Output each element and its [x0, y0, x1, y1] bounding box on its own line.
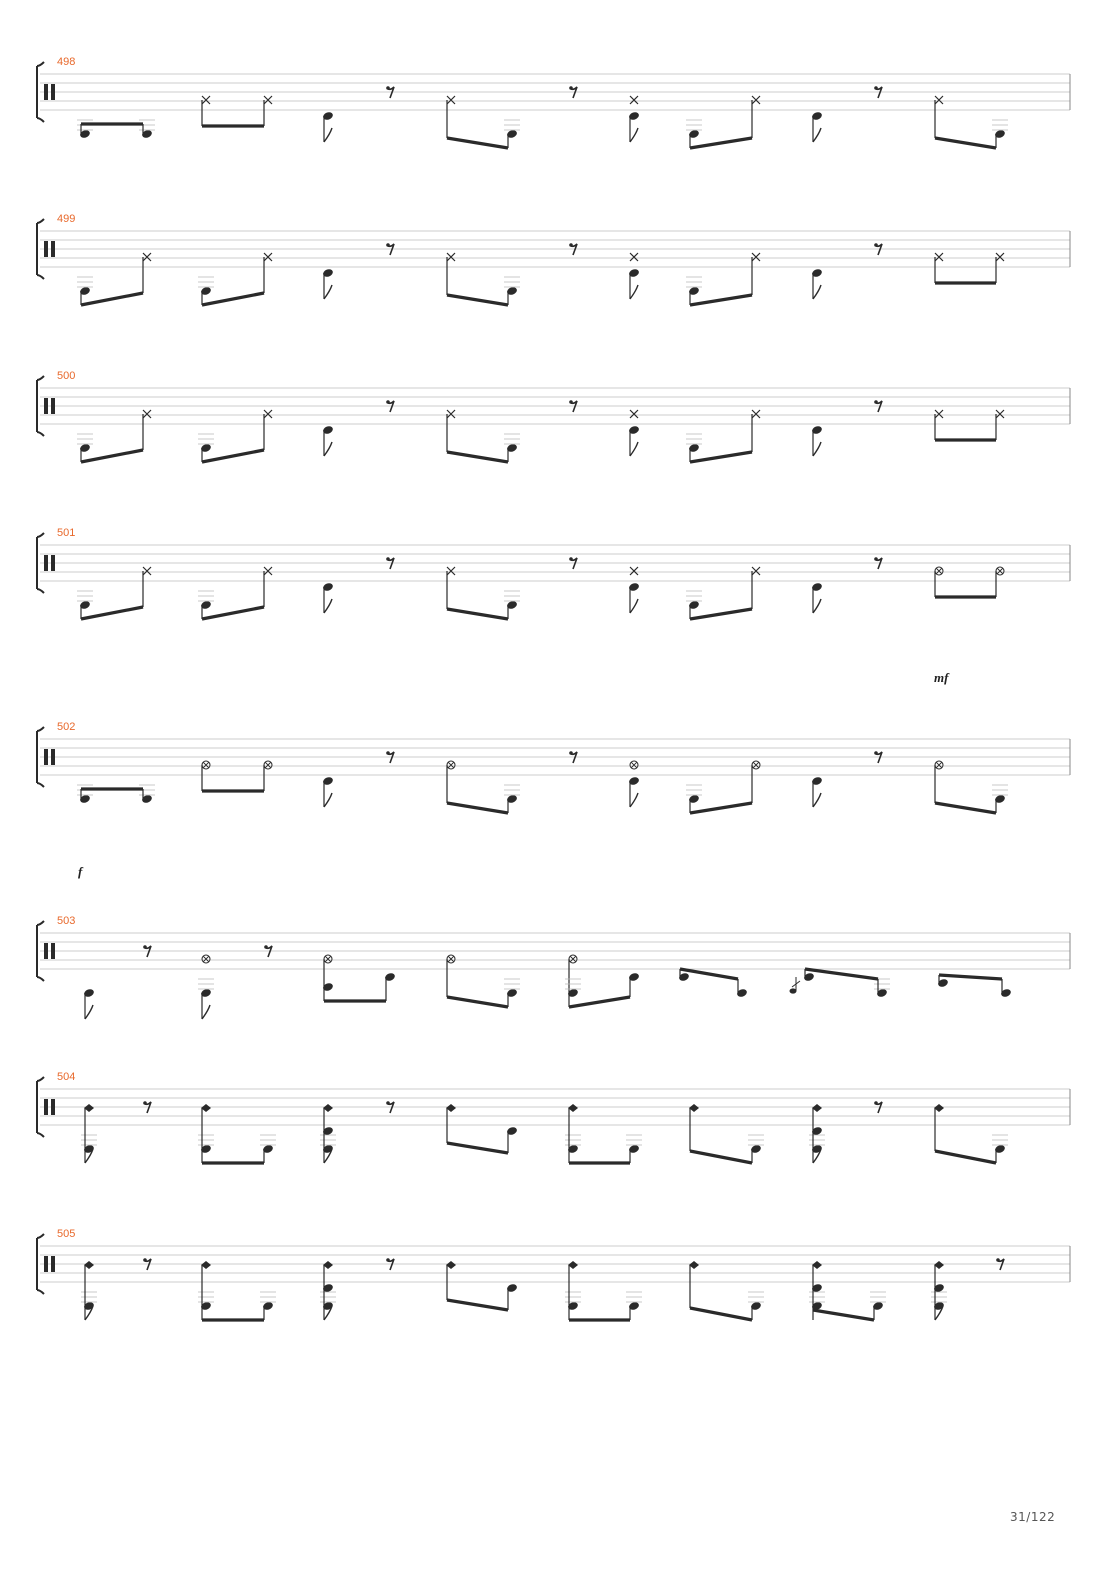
cymbal-x-notehead — [630, 96, 638, 104]
percussion-clef — [44, 398, 48, 414]
percussion-clef — [44, 241, 48, 257]
note-beam — [447, 803, 508, 813]
cymbal-x-notehead — [447, 96, 455, 104]
eighth-rest — [874, 86, 878, 90]
percussion-clef — [44, 84, 48, 100]
eighth-rest — [569, 243, 573, 247]
note-flag — [324, 599, 332, 613]
note-beam — [447, 452, 508, 462]
system — [37, 915, 1070, 1019]
system — [37, 1228, 1070, 1320]
note-beam — [690, 138, 752, 148]
dynamic-marking: mf — [934, 670, 949, 685]
note-beam — [447, 295, 508, 305]
cymbal-x-notehead — [202, 96, 210, 104]
eighth-rest — [569, 557, 573, 561]
eighth-rest — [874, 1101, 878, 1105]
dynamic-marking: f — [78, 864, 83, 879]
system — [37, 721, 1070, 813]
cymbal-x-notehead — [143, 410, 151, 418]
cymbal-x-notehead — [752, 410, 760, 418]
percussion-clef — [44, 555, 48, 571]
cymbal-x-notehead — [143, 253, 151, 261]
note-beam — [202, 293, 264, 305]
note-flag — [324, 128, 332, 142]
note-beam — [935, 138, 996, 148]
measure-number: 504 — [57, 1071, 76, 1083]
note-flag — [813, 599, 821, 613]
percussion-clef — [51, 1256, 55, 1272]
cymbal-x-notehead — [447, 253, 455, 261]
percussion-clef — [51, 241, 55, 257]
note-beam — [81, 293, 143, 305]
note-flag — [202, 1005, 210, 1019]
note-beam — [690, 1308, 752, 1320]
system — [37, 1071, 1070, 1163]
eighth-rest — [386, 1258, 390, 1262]
eighth-rest — [386, 751, 390, 755]
note-beam — [447, 1300, 508, 1310]
note-beam — [690, 609, 752, 619]
note-beam — [202, 607, 264, 619]
note-beam — [690, 803, 752, 813]
measure-number: 503 — [57, 915, 76, 927]
cymbal-x-notehead — [752, 567, 760, 575]
cymbal-x-notehead — [630, 410, 638, 418]
measure-number: 502 — [57, 721, 76, 733]
crash-notehead — [448, 762, 454, 768]
crash-notehead — [570, 956, 576, 962]
note-beam — [690, 452, 752, 462]
eighth-rest — [874, 557, 878, 561]
eighth-rest — [143, 1258, 147, 1262]
note-beam — [690, 295, 752, 305]
crash-notehead — [753, 762, 759, 768]
note-flag — [630, 793, 638, 807]
system — [37, 370, 1070, 462]
cymbal-x-notehead — [447, 567, 455, 575]
system — [37, 213, 1070, 305]
system — [37, 56, 1070, 148]
note-beam — [202, 450, 264, 462]
percussion-clef — [51, 398, 55, 414]
note-beam — [690, 1151, 752, 1163]
note-beam — [447, 609, 508, 619]
system — [37, 527, 1070, 619]
note-flag — [813, 285, 821, 299]
measure-number: 499 — [57, 213, 76, 225]
percussion-clef — [44, 1099, 48, 1115]
cymbal-x-notehead — [935, 410, 943, 418]
eighth-rest — [569, 86, 573, 90]
note-flag — [630, 442, 638, 456]
note-beam — [939, 975, 1002, 979]
note-flag — [324, 285, 332, 299]
cymbal-x-notehead — [996, 410, 1004, 418]
cymbal-x-notehead — [752, 253, 760, 261]
cymbal-x-notehead — [935, 253, 943, 261]
crash-notehead — [203, 762, 209, 768]
cymbal-x-notehead — [264, 96, 272, 104]
crash-notehead — [936, 762, 942, 768]
note-flag — [630, 599, 638, 613]
note-beam — [805, 969, 878, 979]
note-flag — [324, 793, 332, 807]
eighth-rest — [874, 243, 878, 247]
note-beam — [81, 450, 143, 462]
crash-notehead — [448, 956, 454, 962]
eighth-rest — [996, 1258, 1000, 1262]
percussion-clef — [51, 1099, 55, 1115]
grace-notehead — [790, 988, 797, 993]
note-beam — [569, 997, 630, 1007]
measure-number: 501 — [57, 527, 76, 539]
percussion-clef — [51, 84, 55, 100]
note-flag — [813, 442, 821, 456]
note-beam — [935, 803, 996, 813]
note-beam — [813, 1310, 874, 1320]
note-flag — [813, 128, 821, 142]
cymbal-x-notehead — [143, 567, 151, 575]
page-number: 31/122 — [1010, 1510, 1056, 1524]
cymbal-x-notehead — [935, 96, 943, 104]
eighth-rest — [874, 400, 878, 404]
percussion-clef — [51, 555, 55, 571]
eighth-rest — [386, 1101, 390, 1105]
crash-notehead — [997, 568, 1003, 574]
note-flag — [85, 1005, 93, 1019]
eighth-rest — [386, 557, 390, 561]
eighth-rest — [386, 243, 390, 247]
note-beam — [447, 1143, 508, 1153]
eighth-rest — [264, 945, 268, 949]
percussion-clef — [51, 749, 55, 765]
percussion-clef — [44, 943, 48, 959]
note-beam — [680, 969, 738, 979]
crash-notehead — [631, 762, 637, 768]
note-beam — [447, 997, 508, 1007]
cymbal-x-notehead — [264, 253, 272, 261]
cymbal-x-notehead — [996, 253, 1004, 261]
note-flag — [630, 128, 638, 142]
eighth-rest — [143, 1101, 147, 1105]
eighth-rest — [569, 400, 573, 404]
note-beam — [935, 1151, 996, 1163]
cymbal-x-notehead — [752, 96, 760, 104]
eighth-rest — [386, 400, 390, 404]
crash-notehead — [936, 568, 942, 574]
note-flag — [324, 442, 332, 456]
crash-notehead — [325, 956, 331, 962]
percussion-clef — [44, 1256, 48, 1272]
eighth-rest — [874, 751, 878, 755]
note-beam — [81, 607, 143, 619]
crash-notehead — [203, 956, 209, 962]
eighth-rest — [386, 86, 390, 90]
note-beam — [447, 138, 508, 148]
measure-number: 498 — [57, 56, 76, 68]
note-flag — [813, 793, 821, 807]
percussion-clef — [51, 943, 55, 959]
crash-notehead — [265, 762, 271, 768]
cymbal-x-notehead — [447, 410, 455, 418]
cymbal-x-notehead — [630, 253, 638, 261]
eighth-rest — [143, 945, 147, 949]
percussion-clef — [44, 749, 48, 765]
cymbal-x-notehead — [264, 410, 272, 418]
cymbal-x-notehead — [264, 567, 272, 575]
eighth-rest — [569, 751, 573, 755]
cymbal-x-notehead — [630, 567, 638, 575]
measure-number: 505 — [57, 1228, 76, 1240]
note-flag — [630, 285, 638, 299]
measure-number: 500 — [57, 370, 76, 382]
